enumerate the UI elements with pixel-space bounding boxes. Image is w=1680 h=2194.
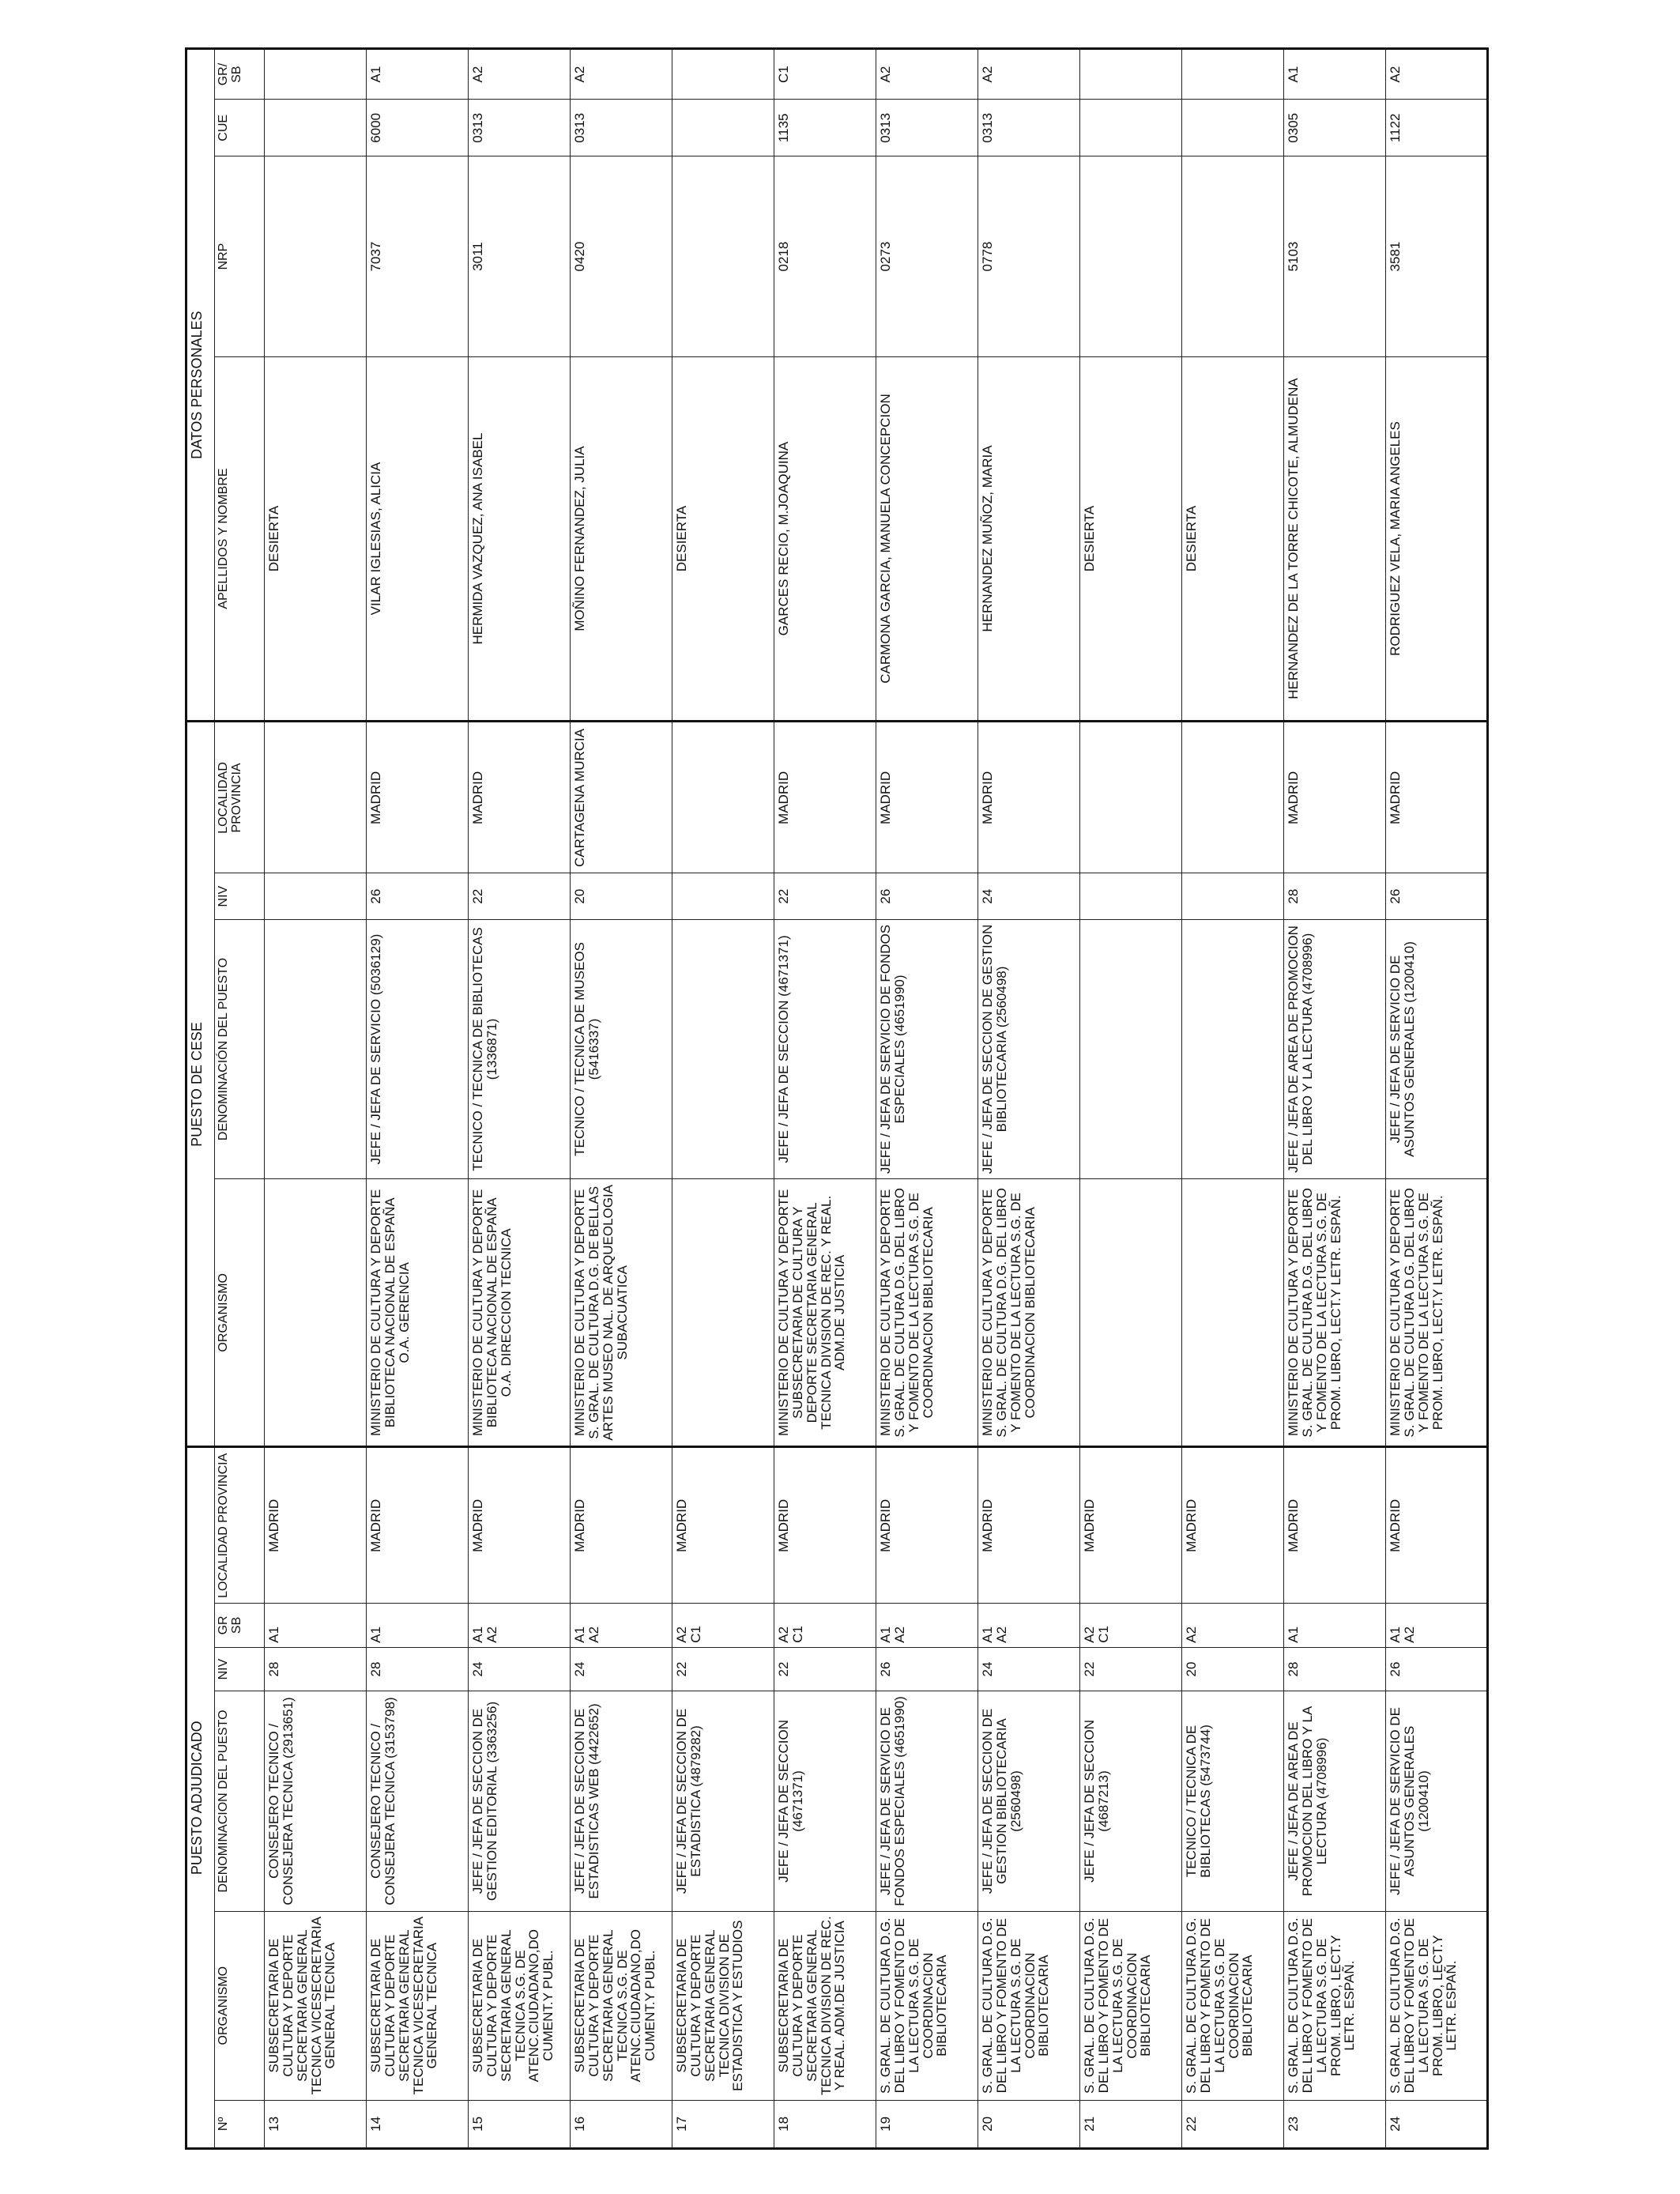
cell-nrp bbox=[1182, 156, 1284, 356]
cell-cue bbox=[265, 100, 367, 156]
table-row bbox=[1284, 49, 1386, 2149]
cell-apellidos-nombre: CARMONA GARCIA, MANUELA CONCEPCION bbox=[876, 356, 978, 722]
cell-apellidos-nombre: DESIERTA bbox=[1182, 356, 1284, 722]
cell-denominacion-adjudicado: JEFE / JEFA DE SECCION (4671371) bbox=[774, 1691, 876, 1911]
cell-cue: 1122 bbox=[1386, 100, 1488, 156]
cell-localidad-cese: MADRID bbox=[367, 722, 469, 873]
cell-nrp: 7037 bbox=[367, 156, 469, 356]
cell-nivel-cese: 26 bbox=[1386, 873, 1488, 919]
table-row bbox=[1182, 49, 1284, 2149]
cell-grsb: A1 bbox=[1284, 49, 1386, 100]
cell-grsb bbox=[1182, 49, 1284, 100]
cell-apellidos-nombre: DESIERTA bbox=[265, 356, 367, 722]
cell-org-adjudicado: SUBSECRETARIA DE CULTURA Y DEPORTE SECRETARIA GENERAL TECNICA S.G. DE ATENC.CIUDADANO,DO CUMENT.Y PUBL. bbox=[469, 1911, 571, 2100]
cell-num: 14 bbox=[367, 2100, 469, 2148]
cell-denominacion-adjudicado: JEFE / JEFA DE SECCION DE ESTADISTICAS WEB (4422652) bbox=[571, 1691, 672, 1911]
cell-grsb-adjudicado: A1 A2 bbox=[1386, 1604, 1488, 1648]
group-adjudicado: PUESTO ADJUDICADO bbox=[186, 1447, 215, 2149]
cell-localidad-adjudicado: MADRID bbox=[1386, 1447, 1488, 1604]
cell-localidad-cese bbox=[672, 722, 774, 873]
cell-denominacion-cese: TECNICO / TECNICA DE BIBLIOTECAS (1336871) bbox=[469, 919, 571, 1178]
cell-grsb-adjudicado: A1 A2 bbox=[978, 1604, 1080, 1648]
cell-apellidos-nombre: HERNANDEZ DE LA TORRE CHICOTE, ALMUDENA bbox=[1284, 356, 1386, 722]
cell-grsb-adjudicado: A2 C1 bbox=[774, 1604, 876, 1648]
cell-nrp: 0273 bbox=[876, 156, 978, 356]
table-row bbox=[265, 49, 367, 2149]
cell-grsb-adjudicado: A1 A2 bbox=[876, 1604, 978, 1648]
cell-num: 24 bbox=[1386, 2100, 1488, 2148]
col-nombre: APELLIDOS Y NOMBRE bbox=[215, 356, 265, 722]
cell-grsb: A1 bbox=[367, 49, 469, 100]
cell-org-adjudicado: SUBSECRETARIA DE CULTURA Y DEPORTE SECRETARIA GENERAL TECNICA VICESECRETARIA GENERAL TECNICA bbox=[367, 1911, 469, 2100]
cell-nivel-cese bbox=[1080, 873, 1182, 919]
cell-denominacion-cese: JEFE / JEFA DE AREA DE PROMOCION DEL LIBRO Y LA LECTURA (4708996) bbox=[1284, 919, 1386, 1178]
cell-num: 22 bbox=[1182, 2100, 1284, 2148]
table-row bbox=[1386, 49, 1488, 2149]
cell-localidad-cese: CARTAGENA MURCIA bbox=[571, 722, 672, 873]
col-cue: CUE bbox=[215, 100, 265, 156]
table-row bbox=[978, 49, 1080, 2149]
cell-denominacion-adjudicado: JEFE / JEFA DE SECCION DE GESTION EDITORIAL (3363256) bbox=[469, 1691, 571, 1911]
cell-org-adjudicado: SUBSECRETARIA DE CULTURA Y DEPORTE SECRETARIA GENERAL TECNICA S.G. DE ATENC.CIUDADANO,DO CUMENT.Y PUBL. bbox=[571, 1911, 672, 2100]
cell-org-adjudicado: S. GRAL. DE CULTURA D.G. DEL LIBRO Y FOMENTO DE LA LECTURA S.G. DE PROM. LIBRO, LECT.Y LETR. ESPAÑ. bbox=[1386, 1911, 1488, 2100]
cell-cue: 0313 bbox=[571, 100, 672, 156]
cell-grsb: A2 bbox=[469, 49, 571, 100]
cell-localidad-adjudicado: MADRID bbox=[571, 1447, 672, 1604]
cell-nivel-adjudicado: 24 bbox=[469, 1647, 571, 1691]
cell-nivel-adjudicado: 24 bbox=[571, 1647, 672, 1691]
cell-grsb-adjudicado: A1 bbox=[265, 1604, 367, 1648]
cell-nrp: 5103 bbox=[1284, 156, 1386, 356]
cell-localidad-adjudicado: MADRID bbox=[1080, 1447, 1182, 1604]
cell-localidad-cese bbox=[1182, 722, 1284, 873]
cell-denominacion-adjudicado: TECNICO / TECNICA DE BIBLIOTECAS (5473744) bbox=[1182, 1691, 1284, 1911]
table-row bbox=[1080, 49, 1182, 2149]
cell-grsb-adjudicado: A2 bbox=[1182, 1604, 1284, 1648]
cell-nivel-adjudicado: 28 bbox=[367, 1647, 469, 1691]
col-den-adj: DENOMINACION DEL PUESTO bbox=[215, 1691, 265, 1911]
cell-denominacion-adjudicado: JEFE / JEFA DE SERVICIO DE ASUNTOS GENERALES (1200410) bbox=[1386, 1691, 1488, 1911]
cell-nivel-cese: 26 bbox=[876, 873, 978, 919]
cell-nivel-adjudicado: 22 bbox=[1080, 1647, 1182, 1691]
cell-nivel-adjudicado: 20 bbox=[1182, 1647, 1284, 1691]
cell-denominacion-cese: JEFE / JEFA DE SECCION DE GESTION BIBLIOTECARIA (2560498) bbox=[978, 919, 1080, 1178]
cell-denominacion-cese: JEFE / JEFA DE SERVICIO (5036129) bbox=[367, 919, 469, 1178]
cell-nrp: 0778 bbox=[978, 156, 1080, 356]
cell-localidad-adjudicado: MADRID bbox=[672, 1447, 774, 1604]
table-row bbox=[876, 49, 978, 2149]
cell-localidad-cese bbox=[1080, 722, 1182, 873]
cell-grsb: A2 bbox=[1386, 49, 1488, 100]
cell-localidad-adjudicado: MADRID bbox=[367, 1447, 469, 1604]
cell-denominacion-adjudicado: JEFE / JEFA DE SECCION DE GESTION BIBLIOTECARIA (2560498) bbox=[978, 1691, 1080, 1911]
cell-denominacion-cese bbox=[265, 919, 367, 1178]
cell-cue bbox=[1080, 100, 1182, 156]
cell-nivel-adjudicado: 26 bbox=[1386, 1647, 1488, 1691]
group-header-row bbox=[186, 49, 215, 2149]
cell-localidad-adjudicado: MADRID bbox=[1182, 1447, 1284, 1604]
column-header-row bbox=[215, 49, 265, 2149]
cell-localidad-cese: MADRID bbox=[1386, 722, 1488, 873]
cell-nivel-adjudicado: 28 bbox=[265, 1647, 367, 1691]
col-den-cese: DENOMINACIÓN DEL PUESTO bbox=[215, 919, 265, 1178]
table-row bbox=[774, 49, 876, 2149]
rotated-page bbox=[185, 47, 1465, 2150]
cell-denominacion-cese: JEFE / JEFA DE SECCION (4671371) bbox=[774, 919, 876, 1178]
cell-apellidos-nombre: VILAR IGLESIAS, ALICIA bbox=[367, 356, 469, 722]
cell-localidad-cese: MADRID bbox=[978, 722, 1080, 873]
cell-num: 16 bbox=[571, 2100, 672, 2148]
cell-nivel-adjudicado: 22 bbox=[672, 1647, 774, 1691]
cell-cue: 0313 bbox=[978, 100, 1080, 156]
cell-org-adjudicado: SUBSECRETARIA DE CULTURA Y DEPORTE SECRETARIA GENERAL TECNICA DIVISION DE ESTADISTICA Y ESTUDIOS bbox=[672, 1911, 774, 2100]
table-row bbox=[672, 49, 774, 2149]
cell-localidad-adjudicado: MADRID bbox=[774, 1447, 876, 1604]
cell-grsb-adjudicado: A2 C1 bbox=[672, 1604, 774, 1648]
cell-grsb-adjudicado: A1 bbox=[367, 1604, 469, 1648]
cell-nivel-cese bbox=[672, 873, 774, 919]
col-nrp: NRP bbox=[215, 156, 265, 356]
cell-localidad-cese: MADRID bbox=[469, 722, 571, 873]
table-row bbox=[571, 49, 672, 2149]
cell-denominacion-cese bbox=[1080, 919, 1182, 1178]
cell-apellidos-nombre: DESIERTA bbox=[672, 356, 774, 722]
cell-denominacion-adjudicado: CONSEJERO TECNICO / CONSEJERA TECNICA (3153798) bbox=[367, 1691, 469, 1911]
cell-org-adjudicado: SUBSECRETARIA DE CULTURA Y DEPORTE SECRETARIA GENERAL TECNICA DIVISION DE REC. Y REAL. ADM.DE JUSTICIA bbox=[774, 1911, 876, 2100]
cell-denominacion-cese bbox=[672, 919, 774, 1178]
col-num: Nº bbox=[215, 2100, 265, 2148]
cell-grsb bbox=[265, 49, 367, 100]
cell-nivel-adjudicado: 28 bbox=[1284, 1647, 1386, 1691]
cell-localidad-cese: MADRID bbox=[876, 722, 978, 873]
cell-org-cese bbox=[265, 1179, 367, 1447]
cell-nivel-cese: 22 bbox=[774, 873, 876, 919]
cell-nrp: 0218 bbox=[774, 156, 876, 356]
group-personales: DATOS PERSONALES bbox=[186, 49, 215, 722]
col-grsb: GR/ SB bbox=[215, 49, 265, 100]
cell-org-adjudicado: S. GRAL. DE CULTURA D.G. DEL LIBRO Y FOMENTO DE LA LECTURA S.G. DE COORDINACION BIBLIOTECARIA bbox=[1080, 1911, 1182, 2100]
cell-denominacion-cese: JEFE / JEFA DE SERVICIO DE ASUNTOS GENERALES (1200410) bbox=[1386, 919, 1488, 1178]
cell-org-adjudicado: S. GRAL. DE CULTURA D.G. DEL LIBRO Y FOMENTO DE LA LECTURA S.G. DE PROM. LIBRO, LECT.Y LETR. ESPAÑ. bbox=[1284, 1911, 1386, 2100]
cell-cue bbox=[1182, 100, 1284, 156]
results-table bbox=[185, 47, 1489, 2150]
cell-num: 21 bbox=[1080, 2100, 1182, 2148]
cell-localidad-adjudicado: MADRID bbox=[876, 1447, 978, 1604]
cell-cue bbox=[672, 100, 774, 156]
cell-org-cese bbox=[672, 1179, 774, 1447]
col-niv-cese: NIV bbox=[215, 873, 265, 919]
cell-org-cese: MINISTERIO DE CULTURA Y DEPORTE BIBLIOTECA NACIONAL DE ESPAÑA O.A. DIRECCION TECNICA bbox=[469, 1179, 571, 1447]
cell-org-adjudicado: SUBSECRETARIA DE CULTURA Y DEPORTE SECRETARIA GENERAL TECNICA VICESECRETARIA GENERAL TECNICA bbox=[265, 1911, 367, 2100]
cell-org-cese: MINISTERIO DE CULTURA Y DEPORTE S. GRAL. DE CULTURA D.G. DEL LIBRO Y FOMENTO DE LA LECTURA S.G. DE PROM. LIBRO, LECT.Y LETR. ESPAÑ. bbox=[1386, 1179, 1488, 1447]
cell-denominacion-cese: TECNICO / TECNICA DE MUSEOS (5416337) bbox=[571, 919, 672, 1178]
col-niv-adj: NIV bbox=[215, 1647, 265, 1691]
cell-nrp bbox=[672, 156, 774, 356]
cell-nrp: 3011 bbox=[469, 156, 571, 356]
cell-nivel-cese: 20 bbox=[571, 873, 672, 919]
cell-grsb-adjudicado: A2 C1 bbox=[1080, 1604, 1182, 1648]
cell-org-cese: MINISTERIO DE CULTURA Y DEPORTE S. GRAL. DE CULTURA D.G. DEL LIBRO Y FOMENTO DE LA LECTURA S.G. DE PROM. LIBRO, LECT.Y LETR. ESPAÑ. bbox=[1284, 1179, 1386, 1447]
cell-org-adjudicado: S. GRAL. DE CULTURA D.G. DEL LIBRO Y FOMENTO DE LA LECTURA S.G. DE COORDINACION BIBLIOTECARIA bbox=[978, 1911, 1080, 2100]
cell-grsb: C1 bbox=[774, 49, 876, 100]
cell-num: 19 bbox=[876, 2100, 978, 2148]
cell-apellidos-nombre: GARCES RECIO, M.JOAQUINA bbox=[774, 356, 876, 722]
col-grsb-adj: GR SB bbox=[215, 1604, 265, 1648]
cell-grsb bbox=[672, 49, 774, 100]
cell-nivel-adjudicado: 26 bbox=[876, 1647, 978, 1691]
cell-apellidos-nombre: HERNANDEZ MUÑOZ, MARIA bbox=[978, 356, 1080, 722]
cell-num: 15 bbox=[469, 2100, 571, 2148]
cell-cue: 0313 bbox=[469, 100, 571, 156]
cell-org-adjudicado: S. GRAL. DE CULTURA D.G. DEL LIBRO Y FOMENTO DE LA LECTURA S.G. DE COORDINACION BIBLIOTECARIA bbox=[876, 1911, 978, 2100]
cell-denominacion-cese: JEFE / JEFA DE SERVICIO DE FONDOS ESPECIALES (4651990) bbox=[876, 919, 978, 1178]
cell-denominacion-adjudicado: JEFE / JEFA DE SECCION DE ESTADISTICA (4879282) bbox=[672, 1691, 774, 1911]
group-cese: PUESTO DE CESE bbox=[186, 722, 215, 1447]
cell-nivel-cese: 28 bbox=[1284, 873, 1386, 919]
cell-cue: 0305 bbox=[1284, 100, 1386, 156]
cell-apellidos-nombre: HERMIDA VAZQUEZ, ANA ISABEL bbox=[469, 356, 571, 722]
cell-nivel-cese bbox=[1182, 873, 1284, 919]
cell-localidad-adjudicado: MADRID bbox=[469, 1447, 571, 1604]
cell-org-cese: MINISTERIO DE CULTURA Y DEPORTE SUBSECRETARIA DE CULTURA Y DEPORTE SECRETARIA GENERAL TECNICA DIVISION DE REC. Y REAL. ADM.DE JUSTICIA bbox=[774, 1179, 876, 1447]
cell-num: 23 bbox=[1284, 2100, 1386, 2148]
cell-grsb bbox=[1080, 49, 1182, 100]
cell-num: 20 bbox=[978, 2100, 1080, 2148]
cell-org-cese: MINISTERIO DE CULTURA Y DEPORTE S. GRAL. DE CULTURA D.G. DE BELLAS ARTES MUSEO NAL. DE ARQUEOLOGIA SUBACUATICA bbox=[571, 1179, 672, 1447]
cell-nivel-cese: 22 bbox=[469, 873, 571, 919]
cell-nivel-cese bbox=[265, 873, 367, 919]
cell-localidad-adjudicado: MADRID bbox=[1284, 1447, 1386, 1604]
cell-nrp bbox=[265, 156, 367, 356]
cell-localidad-cese: MADRID bbox=[774, 722, 876, 873]
cell-apellidos-nombre: MOÑINO FERNANDEZ, JULIA bbox=[571, 356, 672, 722]
cell-localidad-adjudicado: MADRID bbox=[265, 1447, 367, 1604]
cell-nivel-adjudicado: 24 bbox=[978, 1647, 1080, 1691]
cell-grsb-adjudicado: A1 A2 bbox=[469, 1604, 571, 1648]
cell-nivel-adjudicado: 22 bbox=[774, 1647, 876, 1691]
cell-denominacion-adjudicado: JEFE / JEFA DE SECCION (4687213) bbox=[1080, 1691, 1182, 1911]
cell-org-adjudicado: S. GRAL. DE CULTURA D.G. DEL LIBRO Y FOMENTO DE LA LECTURA S.G. DE COORDINACION BIBLIOTECARIA bbox=[1182, 1911, 1284, 2100]
cell-localidad-cese bbox=[265, 722, 367, 873]
col-loc-adj: LOCALIDAD PROVINCIA bbox=[215, 1447, 265, 1604]
table-row bbox=[469, 49, 571, 2149]
cell-nrp: 3581 bbox=[1386, 156, 1488, 356]
cell-localidad-cese: MADRID bbox=[1284, 722, 1386, 873]
cell-num: 18 bbox=[774, 2100, 876, 2148]
cell-grsb: A2 bbox=[571, 49, 672, 100]
cell-denominacion-adjudicado: JEFE / JEFA DE AREA DE PROMOCION DEL LIBRO Y LA LECTURA (4708996) bbox=[1284, 1691, 1386, 1911]
cell-grsb-adjudicado: A1 bbox=[1284, 1604, 1386, 1648]
cell-grsb-adjudicado: A1 A2 bbox=[571, 1604, 672, 1648]
cell-cue: 6000 bbox=[367, 100, 469, 156]
table-body bbox=[265, 49, 1488, 2149]
cell-apellidos-nombre: DESIERTA bbox=[1080, 356, 1182, 722]
col-loc-cese: LOCALIDAD PROVINCIA bbox=[215, 722, 265, 873]
cell-org-cese bbox=[1080, 1179, 1182, 1447]
cell-localidad-adjudicado: MADRID bbox=[978, 1447, 1080, 1604]
table-row bbox=[367, 49, 469, 2149]
cell-nrp bbox=[1080, 156, 1182, 356]
cell-denominacion-adjudicado: CONSEJERO TECNICO / CONSEJERA TECNICA (2913651) bbox=[265, 1691, 367, 1911]
cell-denominacion-cese bbox=[1182, 919, 1284, 1178]
cell-apellidos-nombre: RODRIGUEZ VELA, MARIA ANGELES bbox=[1386, 356, 1488, 722]
cell-num: 13 bbox=[265, 2100, 367, 2148]
cell-org-cese: MINISTERIO DE CULTURA Y DEPORTE BIBLIOTECA NACIONAL DE ESPAÑA O.A. GERENCIA bbox=[367, 1179, 469, 1447]
col-org-cese: ORGANISMO bbox=[215, 1179, 265, 1447]
cell-num: 17 bbox=[672, 2100, 774, 2148]
col-org-adj: ORGANISMO bbox=[215, 1911, 265, 2100]
cell-denominacion-adjudicado: JEFE / JEFA DE SERVICIO DE FONDOS ESPECIALES (4651990) bbox=[876, 1691, 978, 1911]
cell-nrp: 0420 bbox=[571, 156, 672, 356]
cell-cue: 1135 bbox=[774, 100, 876, 156]
cell-org-cese bbox=[1182, 1179, 1284, 1447]
cell-cue: 0313 bbox=[876, 100, 978, 156]
cell-grsb: A2 bbox=[876, 49, 978, 100]
cell-grsb: A2 bbox=[978, 49, 1080, 100]
cell-nivel-cese: 24 bbox=[978, 873, 1080, 919]
cell-org-cese: MINISTERIO DE CULTURA Y DEPORTE S. GRAL. DE CULTURA D.G. DEL LIBRO Y FOMENTO DE LA LECTURA S.G. DE COORDINACION BIBLIOTECARIA bbox=[978, 1179, 1080, 1447]
cell-nivel-cese: 26 bbox=[367, 873, 469, 919]
cell-org-cese: MINISTERIO DE CULTURA Y DEPORTE S. GRAL. DE CULTURA D.G. DEL LIBRO Y FOMENTO DE LA LECTURA S.G. DE COORDINACION BIBLIOTECARIA bbox=[876, 1179, 978, 1447]
